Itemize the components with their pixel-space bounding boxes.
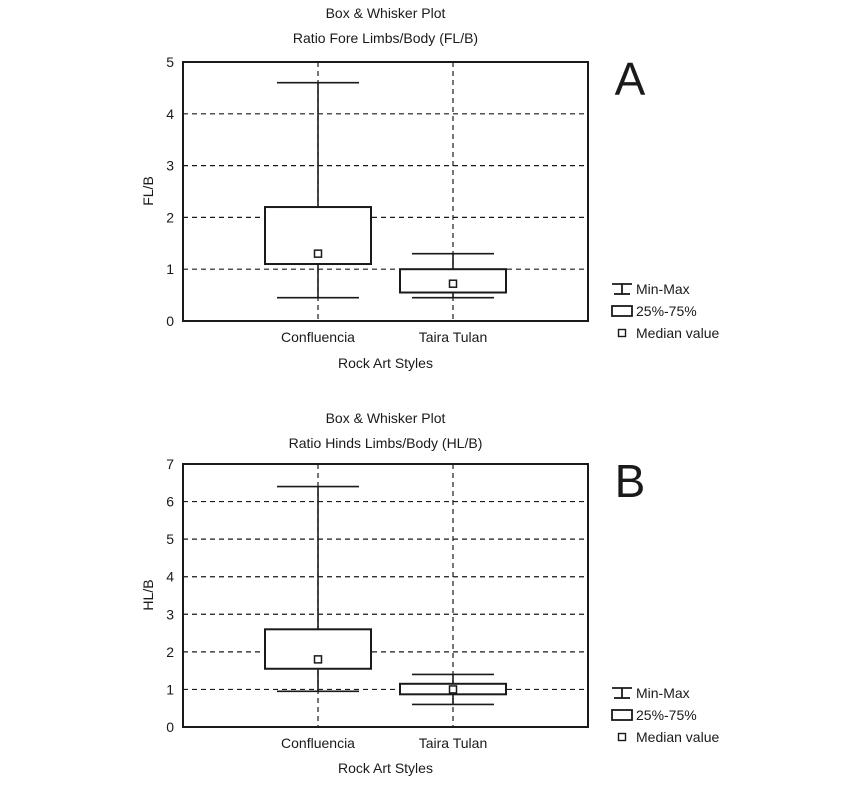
box-25-75-icon	[610, 303, 636, 319]
y-tick-label: 4	[166, 568, 174, 585]
median-marker	[315, 250, 322, 257]
legend	[610, 278, 719, 344]
legend-item	[610, 300, 719, 322]
panel-letter-a: A	[614, 53, 646, 105]
y-axis-label: FL/B	[140, 176, 156, 206]
min-max-whisker-icon	[610, 685, 636, 701]
legend-label: Min-Max	[636, 685, 690, 701]
y-tick-label: 0	[166, 313, 174, 329]
chart-subtitle: Ratio Fore Limbs/Body (FL/B)	[292, 30, 479, 46]
y-tick-label: 5	[166, 531, 174, 548]
x-category-label: Taira Tulan	[418, 329, 488, 345]
median-square-icon	[610, 325, 636, 341]
x-category-label: Confluencia	[281, 735, 355, 751]
y-tick-label: 3	[166, 157, 174, 174]
chart-title: Box & Whisker Plot	[325, 5, 446, 21]
x-axis-label: Rock Art Styles	[338, 760, 433, 776]
y-tick-label: 3	[166, 606, 174, 623]
legend-item	[610, 682, 719, 704]
y-tick-label: 7	[166, 456, 174, 472]
y-tick-label: 0	[166, 719, 174, 735]
y-tick-label: 2	[166, 643, 174, 660]
legend-label: Median value	[636, 729, 720, 745]
legend-label: Median value	[636, 325, 720, 341]
legend-item	[610, 726, 719, 748]
x-category-label: Confluencia	[281, 329, 355, 345]
box-plot-a	[0, 0, 850, 400]
panel-letter-b: B	[614, 455, 646, 507]
legend-item	[610, 704, 719, 726]
legend-item	[610, 322, 719, 344]
legend-label: Min-Max	[636, 281, 690, 297]
legend-label: 25%-75%	[636, 707, 697, 723]
median-square-icon	[610, 729, 636, 745]
chart-title: Box & Whisker Plot	[325, 410, 446, 426]
min-max-whisker-icon	[610, 281, 636, 297]
x-axis-label: Rock Art Styles	[338, 355, 433, 371]
plot-frame	[183, 464, 588, 727]
median-marker	[315, 656, 322, 663]
y-tick-label: 1	[166, 681, 174, 698]
y-tick-label: 1	[166, 261, 174, 278]
box-plot-b	[0, 400, 850, 807]
median-marker	[450, 686, 457, 693]
box-25-75-icon	[610, 707, 636, 723]
plot-frame	[183, 62, 588, 321]
y-tick-label: 2	[166, 209, 174, 226]
y-axis-label: HL/B	[140, 579, 156, 611]
chart-subtitle: Ratio Hinds Limbs/Body (HL/B)	[288, 435, 483, 451]
legend-label: 25%-75%	[636, 303, 697, 319]
legend	[610, 682, 719, 748]
y-tick-label: 5	[166, 54, 174, 70]
y-tick-label: 4	[166, 105, 174, 122]
x-category-label: Taira Tulan	[418, 735, 488, 751]
legend-item	[610, 278, 719, 300]
y-tick-label: 6	[166, 493, 174, 510]
median-marker	[450, 280, 457, 287]
